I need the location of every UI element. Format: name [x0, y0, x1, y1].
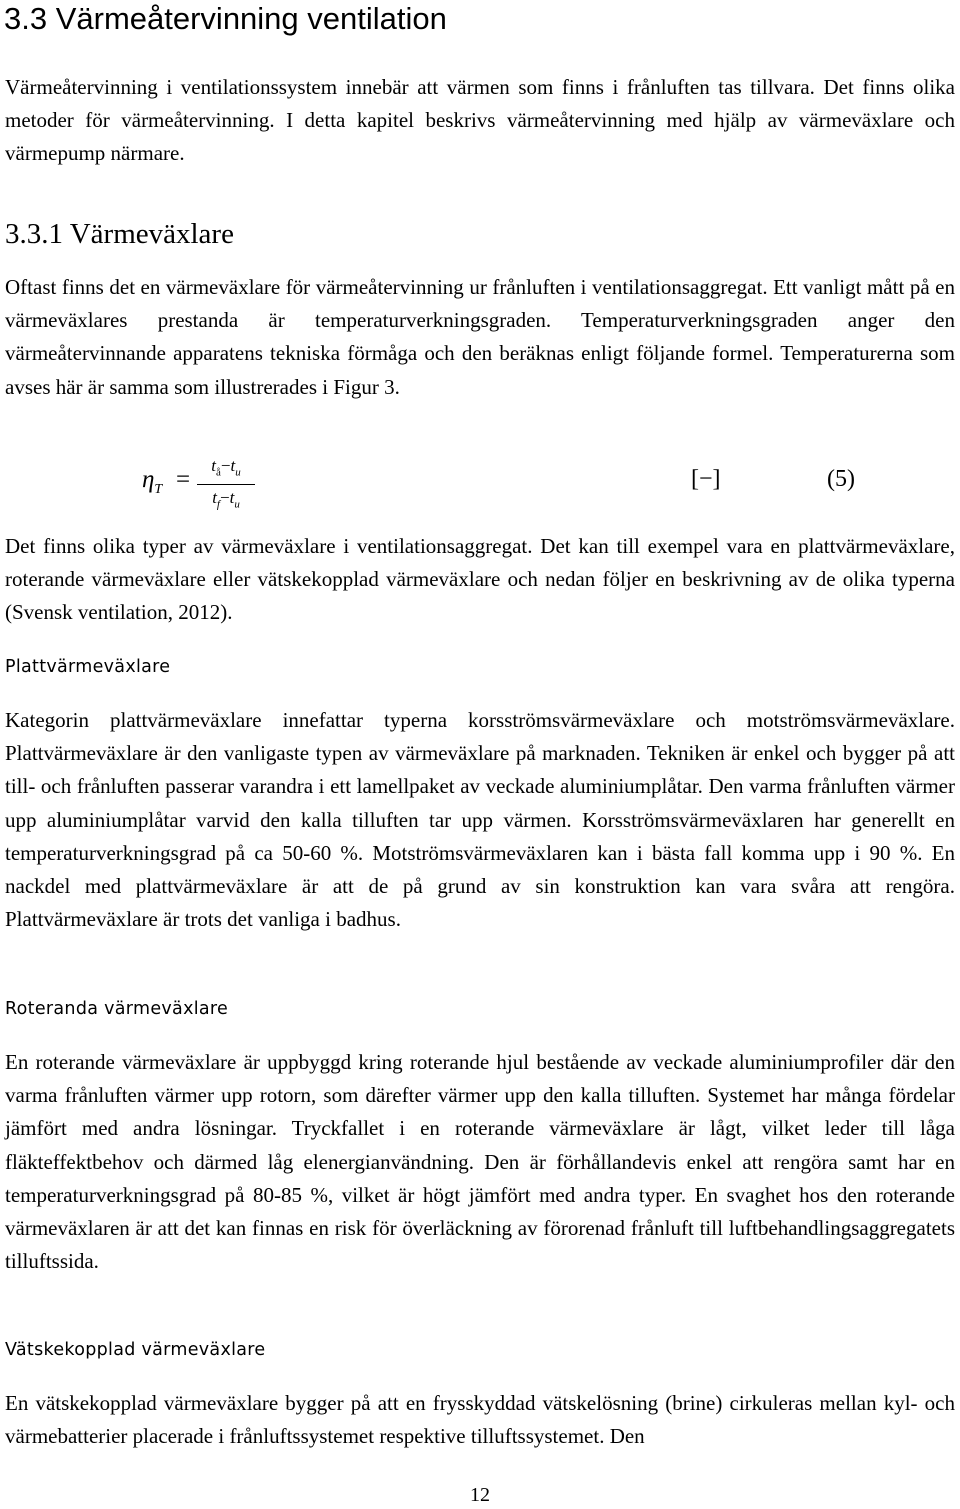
subsection-heading: 3.3.1 Värmeväxlare — [5, 218, 234, 250]
heatexchanger-paragraph: Oftast finns det en värmeväxlare för värmeåtervinning ur frånluften i ventilationsaggregat. Ett vanligt mått på en värmeväxlares prestanda är temperaturverkningsgraden. Temperaturverkningsgraden anger den värmeåtervinnande apparatens tekniska förmåga och den beräknas enligt följande formel. Temperaturerna som avses här är samma som illustrerades i Figur 3. — [5, 275, 955, 399]
equation-number: (5) — [827, 466, 855, 492]
formula-lhs: $\eta_T$ — [142, 466, 163, 497]
plate-heading: Plattvärmeväxlare — [5, 657, 171, 677]
efficiency-formula — [0, 452, 960, 522]
page-number: 12 — [470, 1484, 490, 1506]
plate-paragraph: Kategorin plattvärmeväxlare innefattar typerna korsströmsvärmeväxlare och motströmsvärmeväxlare. Plattvärmeväxlare är den vanligaste typen av värmeväxlare på marknaden. Tekniken är enkel och bygger på att till- och frånluften passerar varandra i ett lamellpaket av veckade aluminiumplåtar. Den varma frånluften värmer upp aluminiumplåtar varvid den kalla tilluften tar upp värmen. Korsströmsvärmeväxlaren har generellt en temperaturverkningsgrad på ca 50-60 %. Motströmsvärmeväxlaren kan i bästa fall komma upp i 90 %. En nackdel med plattvärmeväxlare är att de på grund av sin konstruktion kan vara svåra att rengöra. Plattvärmeväxlare är trots det vanliga i badhus. — [5, 708, 955, 932]
formula-denominator: $t_f-t_u$ — [212, 488, 240, 511]
formula-numerator: $t_å-t_u$ — [197, 454, 255, 485]
types-paragraph: Det finns olika typer av värmeväxlare i ventilationsaggregat. Det kan till exempel vara en plattvärmeväxlare, roterande värmeväxlare eller vätskekopplad värmeväxlare och nedan följer en beskrivning av de olika typerna (Svensk ventilation, 2012). — [5, 534, 955, 625]
formula-unit: [−] — [691, 466, 721, 492]
rotary-heading: Roteranda värmeväxlare — [5, 999, 229, 1019]
section-heading: 3.3 Värmeåtervinning ventilation — [4, 1, 447, 36]
intro-paragraph: Värmeåtervinning i ventilationssystem innebär att värmen som finns i frånluften tas tillvara. Det finns olika metoder för värmeåtervinning. I detta kapitel beskrivs värmeåtervinning med hjälp av värmeväxlare och värmepump närmare. — [5, 75, 955, 166]
rotary-paragraph: En roterande värmeväxlare är uppbyggd kring roterande hjul bestående av veckade aluminiumprofiler där den varma frånluften värmer upp rotorn, som därefter värmer upp den kalla tilluften. Systemet har många fördelar jämfört med andra lösningar. Tryckfallet i en roterande värmeväxlare är lågt, vilket leder till låga fläkteffektbehov och därmed låg elenergianvändning. Den är förhållandevis enkel att rengöra samt har en temperaturverkningsgrad på 80-85 %, vilket är högt jämfört med andra typer. En svaghet hos den roterande värmeväxlaren är att det kan finnas en risk för överläckning av förorenad frånluft till luftbehandlingsaggregatets tilluftssida. — [5, 1050, 955, 1274]
formula-fraction — [197, 454, 255, 518]
formula-equals: = — [176, 466, 191, 493]
liquid-paragraph: En vätskekopplad värmeväxlare bygger på att en frysskyddad vätskelösning (brine) cirkuleras mellan kyl- och värmebatterier placerade i frånluftssystemet respektive tilluftssystemet. Den — [5, 1391, 955, 1449]
liquid-heading: Vätskekopplad värmeväxlare — [5, 1340, 266, 1360]
